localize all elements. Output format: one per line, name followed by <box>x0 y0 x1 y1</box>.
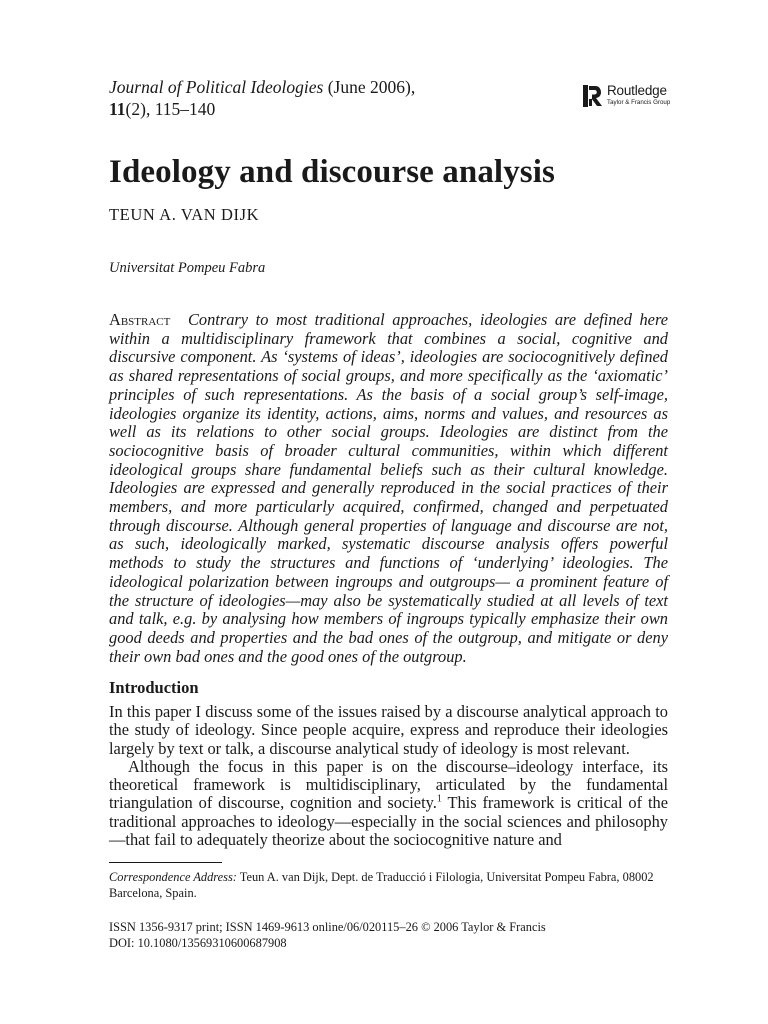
journal-issue-pages: (2), 115–140 <box>125 99 216 119</box>
introduction-paragraph-2-text-b: This framework is critical of the traditional approaches to ideology—especially in the social sciences and philosophy—that fail to adequately theorize about the sociocognitive nature and <box>109 793 668 850</box>
journal-citation <box>109 76 549 120</box>
correspondence-address <box>109 870 668 901</box>
introduction-body <box>109 703 668 849</box>
journal-date: (June 2006), <box>323 77 416 97</box>
correspondence-label: Correspondence Address: <box>109 870 237 884</box>
author-affiliation: Universitat Pompeu Fabra <box>109 260 266 276</box>
journal-volume: 11 <box>109 99 126 119</box>
correspondence-text: Teun A. van Dijk, Dept. de Traducció i Filologia, Universitat Pompeu Fabra, 08002 Barcelona, Spain. <box>109 870 654 900</box>
doi-line: DOI: 10.1080/13569310600687908 <box>109 935 287 950</box>
journal-name: Journal of Political Ideologies <box>109 77 324 97</box>
section-heading-introduction: Introduction <box>109 678 199 697</box>
issn-line: ISSN 1356-9317 print; ISSN 1469-9613 online/06/020115–26 © 2006 Taylor & Francis <box>109 920 546 934</box>
footnote-reference[interactable]: 1 <box>436 794 442 806</box>
article-title: Ideology and discourse analysis <box>109 154 555 190</box>
abstract-text: Contrary to most traditional approaches, ideologies are defined here within a multidisciplinary framework that combines a social, cognitive and discursive component. As ‘systems of ideas’, ideologies are sociocognitively defined as shared representations of social groups, and more specifically as the ‘axiomatic’ principles of such representations. As the basis of a social group’s self-image, ideologies organize its identity, actions, aims, norms and values, and resources as well as its relations to other social groups. Ideologies are distinct from the sociocognitive basis of broader cultural communities, within which different ideological groups share fundamental beliefs such as their cultural knowledge. Ideologies are expressed and generally reproduced in the social practices of their members, and more particularly acquired, confirmed, changed and perpetuated through discourse. Although general properties of language and discourse are not, as such, ideologically marked, systematic discourse analysis offers powerful methods to study the structures and functions of ‘underlying’ ideologies. The ideological polarization between ingroups and outgroups— a prominent feature of the structure of ideologies—may also be systematically studied at all levels of text and talk, e.g. by analysing how members of ingroups typically emphasize their own good deeds and properties and the bad ones of the outgroup, and mitigate or deny their own bad ones and the good ones of the outgroup. <box>109 310 669 666</box>
routledge-r-logo-icon <box>583 85 603 107</box>
publisher-name: Routledge <box>607 83 667 98</box>
introduction-paragraph-2-text-a: Although the focus in this paper is on the discourse–ideology interface, its theoretical framework is multidisciplinary, articulated by the fundamental triangulation of discourse, cognition and society. <box>109 756 668 813</box>
abstract-label: Abstract <box>109 310 171 329</box>
publication-info <box>109 920 668 951</box>
introduction-paragraph-1: In this paper I discuss some of the issues raised by a discourse analytical approach to the study of ideology. Since people acquire, express and reproduce their ideologies largely by text or talk, a discourse analytical study of ideology is most relevant. <box>109 702 668 758</box>
article-author: TEUN A. VAN DIJK <box>109 205 260 224</box>
publisher-subtitle: Taylor & Francis Group <box>607 99 671 106</box>
abstract <box>109 311 668 666</box>
introduction-paragraph-2 <box>109 758 668 849</box>
footnote-divider <box>109 862 222 863</box>
publisher-logo <box>583 83 683 109</box>
